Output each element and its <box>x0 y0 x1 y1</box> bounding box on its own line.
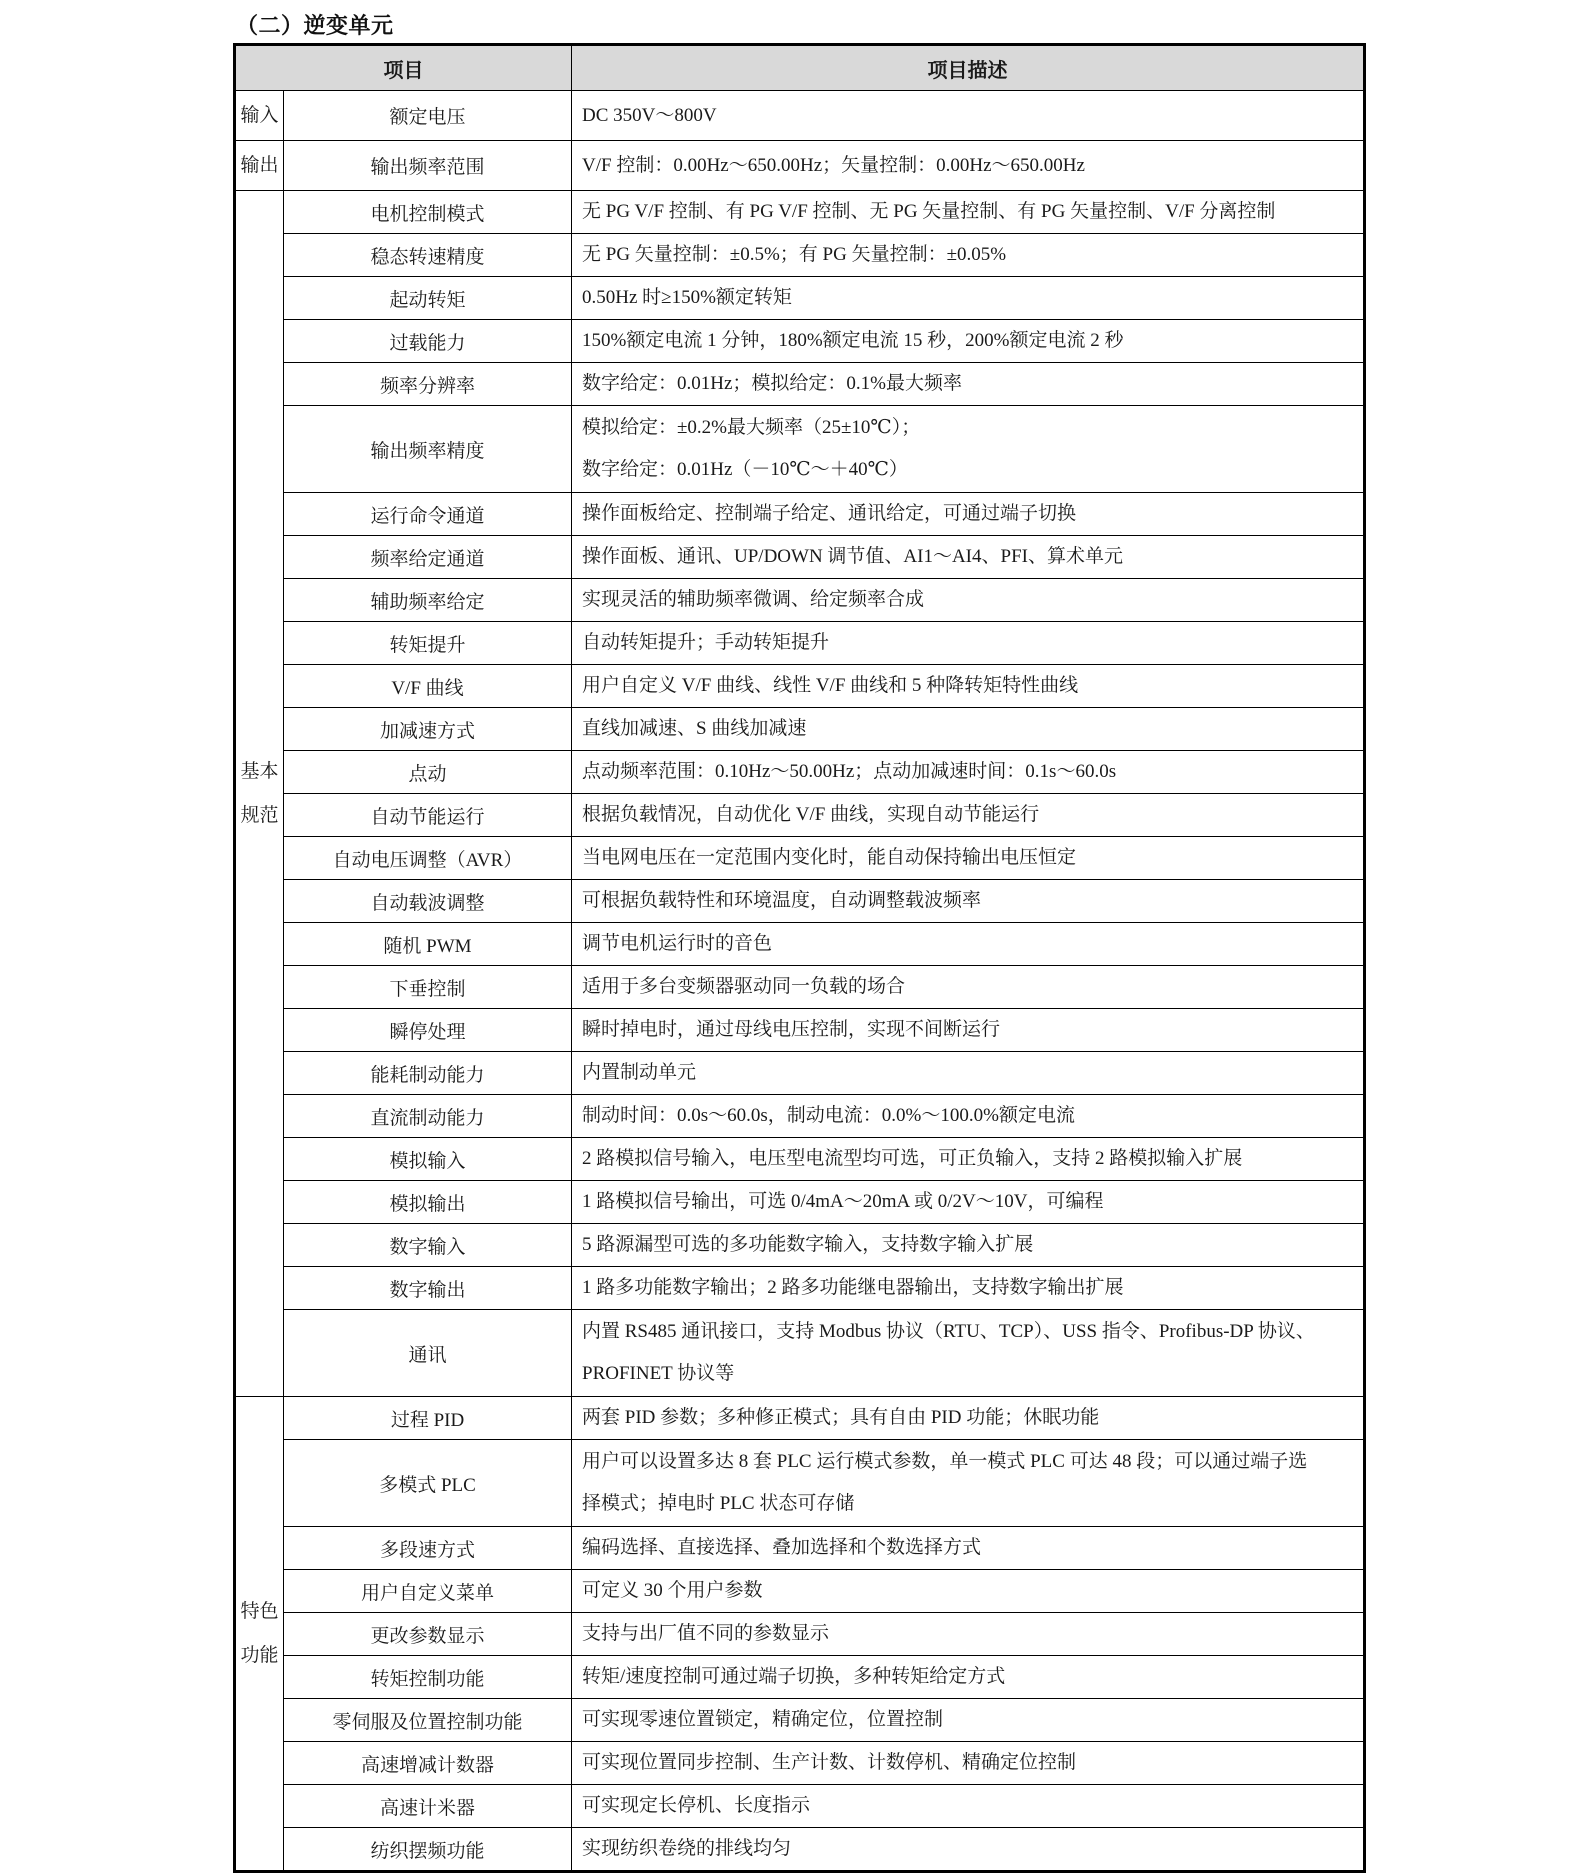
table-row <box>235 1181 1365 1224</box>
table-row <box>235 1310 1365 1397</box>
desc-line: DC 350V～800V <box>582 104 717 126</box>
desc-cell <box>572 1742 1365 1785</box>
desc-cell <box>572 1656 1365 1699</box>
item-cell: 多模式 PLC <box>284 1440 572 1527</box>
item-cell: 加减速方式 <box>284 708 572 751</box>
desc-cell <box>572 277 1365 320</box>
item-cell: 模拟输入 <box>284 1138 572 1181</box>
item-cell: V/F 曲线 <box>284 665 572 708</box>
item-cell: 零伺服及位置控制功能 <box>284 1699 572 1742</box>
group-cell <box>235 91 284 141</box>
desc-line: 调节电机运行时的音色 <box>582 933 773 954</box>
desc-cell <box>572 1009 1365 1052</box>
table-row <box>235 1527 1365 1570</box>
item-cell: 起动转矩 <box>284 277 572 320</box>
desc-cell <box>572 1052 1365 1095</box>
desc-cell <box>572 91 1365 141</box>
table-row <box>235 1224 1365 1267</box>
desc-line: 1 路多功能数字输出；2 路多功能继电器输出，支持数字输出扩展 <box>582 1277 1124 1298</box>
item-cell: 下垂控制 <box>284 966 572 1009</box>
item-cell: 直流制动能力 <box>284 1095 572 1138</box>
desc-cell <box>572 1440 1365 1527</box>
desc-cell <box>572 1570 1365 1613</box>
table-body <box>235 91 1365 1872</box>
desc-line: 无 PG V/F 控制、有 PG V/F 控制、无 PG 矢量控制、有 PG 矢量控制、V/F 分离控制 <box>582 201 1276 222</box>
desc-cell <box>572 966 1365 1009</box>
desc-cell <box>572 579 1365 622</box>
table-row <box>235 1095 1365 1138</box>
desc-line: 用户自定义 V/F 曲线、线性 V/F 曲线和 5 种降转矩特性曲线 <box>582 675 1079 696</box>
desc-cell <box>572 493 1365 536</box>
desc-line: 可定义 30 个用户参数 <box>582 1580 763 1601</box>
header-row <box>235 45 1365 91</box>
item-cell: 辅助频率给定 <box>284 579 572 622</box>
item-cell: 频率给定通道 <box>284 536 572 579</box>
desc-line: 瞬时掉电时，通过母线电压控制，实现不间断运行 <box>582 1019 1001 1040</box>
table-row <box>235 1267 1365 1310</box>
desc-cell <box>572 363 1365 406</box>
desc-line: 数字给定：0.01Hz（－10℃～＋40℃） <box>582 459 908 480</box>
desc-cell <box>572 1138 1365 1181</box>
desc-cell <box>572 1699 1365 1742</box>
table-row <box>235 191 1365 234</box>
desc-line: 根据负载情况，自动优化 V/F 曲线，实现自动节能运行 <box>582 804 1040 825</box>
table-row <box>235 665 1365 708</box>
desc-line: 无 PG 矢量控制：±0.5%；有 PG 矢量控制：±0.05% <box>582 244 1007 265</box>
table-row <box>235 1699 1365 1742</box>
item-cell: 自动节能运行 <box>284 794 572 837</box>
desc-cell <box>572 923 1365 966</box>
item-cell: 点动 <box>284 751 572 794</box>
desc-cell <box>572 1785 1365 1828</box>
item-cell: 自动载波调整 <box>284 880 572 923</box>
desc-line: 操作面板、通讯、UP/DOWN 调节值、AI1～AI4、PFI、算术单元 <box>582 546 1123 567</box>
desc-cell <box>572 751 1365 794</box>
item-cell: 通讯 <box>284 1310 572 1397</box>
item-cell: 转矩控制功能 <box>284 1656 572 1699</box>
desc-line: 实现灵活的辅助频率微调、给定频率合成 <box>582 589 925 610</box>
desc-line: 实现纺织卷绕的排线均匀 <box>582 1838 792 1859</box>
header-cell-item: 项目 <box>235 45 572 91</box>
desc-line: 适用于多台变频器驱动同一负载的场合 <box>582 976 906 997</box>
desc-line: 可实现位置同步控制、生产计数、计数停机、精确定位控制 <box>582 1752 1077 1773</box>
item-cell: 额定电压 <box>284 91 572 141</box>
desc-cell <box>572 1267 1365 1310</box>
desc-cell <box>572 622 1365 665</box>
table-row <box>235 363 1365 406</box>
table-row <box>235 1742 1365 1785</box>
desc-line: 两套 PID 参数；多种修正模式；具有自由 PID 功能；休眠功能 <box>582 1407 1100 1428</box>
table-row <box>235 751 1365 794</box>
item-cell: 瞬停处理 <box>284 1009 572 1052</box>
desc-cell <box>572 1224 1365 1267</box>
item-cell: 用户自定义菜单 <box>284 1570 572 1613</box>
item-cell: 更改参数显示 <box>284 1613 572 1656</box>
item-cell: 数字输出 <box>284 1267 572 1310</box>
table-row <box>235 1052 1365 1095</box>
group-cell <box>235 141 284 191</box>
desc-cell <box>572 1397 1365 1440</box>
desc-cell <box>572 794 1365 837</box>
desc-line: 择模式；掉电时 PLC 状态可存储 <box>582 1493 855 1514</box>
item-cell: 稳态转速精度 <box>284 234 572 277</box>
desc-cell <box>572 1310 1365 1397</box>
desc-line: PROFINET 协议等 <box>582 1363 735 1384</box>
table-row <box>235 91 1365 141</box>
desc-line: 点动频率范围：0.10Hz～50.00Hz；点动加减速时间：0.1s～60.0s <box>582 761 1117 782</box>
desc-line: 内置 RS485 通讯接口，支持 Modbus 协议（RTU、TCP）、USS 指令、Profibus-DP 协议、 <box>582 1321 1315 1342</box>
table-row <box>235 1440 1365 1527</box>
table-row <box>235 794 1365 837</box>
desc-cell <box>572 708 1365 751</box>
table-row <box>235 579 1365 622</box>
desc-line: 当电网电压在一定范围内变化时，能自动保持输出电压恒定 <box>582 847 1077 868</box>
desc-cell <box>572 1095 1365 1138</box>
table-row <box>235 1570 1365 1613</box>
group-label: 基本 <box>240 760 279 782</box>
item-cell: 数字输入 <box>284 1224 572 1267</box>
table-row <box>235 1613 1365 1656</box>
section-title: （二）逆变单元 <box>236 13 394 38</box>
table-row <box>235 1828 1365 1872</box>
table-row <box>235 234 1365 277</box>
table-row <box>235 622 1365 665</box>
header-cell-desc: 项目描述 <box>572 45 1365 91</box>
desc-line: 可实现零速位置锁定，精确定位，位置控制 <box>582 1709 944 1730</box>
group-label: 输入 <box>240 104 279 126</box>
table-row <box>235 536 1365 579</box>
table-row <box>235 1397 1365 1440</box>
desc-line: 可实现定长停机、长度指示 <box>582 1795 811 1816</box>
group-label: 规范 <box>240 804 279 826</box>
item-cell: 输出频率范围 <box>284 141 572 191</box>
table-row <box>235 320 1365 363</box>
desc-cell <box>572 880 1365 923</box>
desc-cell <box>572 1613 1365 1656</box>
desc-line: 直线加减速、S 曲线加减速 <box>582 718 807 739</box>
desc-cell <box>572 320 1365 363</box>
desc-line: 数字给定：0.01Hz；模拟给定：0.1%最大频率 <box>582 373 962 394</box>
table-head <box>235 45 1365 91</box>
desc-cell <box>572 406 1365 493</box>
item-cell: 高速计米器 <box>284 1785 572 1828</box>
table-row <box>235 1656 1365 1699</box>
group-cell <box>235 1397 284 1872</box>
item-cell: 转矩提升 <box>284 622 572 665</box>
desc-line: 150%额定电流 1 分钟，180%额定电流 15 秒，200%额定电流 2 秒 <box>582 330 1124 351</box>
table-row <box>235 1009 1365 1052</box>
table-row <box>235 837 1365 880</box>
item-cell: 高速增减计数器 <box>284 1742 572 1785</box>
item-cell: 纺织摆频功能 <box>284 1828 572 1872</box>
desc-cell <box>572 191 1365 234</box>
table-row <box>235 708 1365 751</box>
item-cell: 频率分辨率 <box>284 363 572 406</box>
desc-line: 制动时间：0.0s～60.0s，制动电流：0.0%～100.0%额定电流 <box>582 1105 1075 1126</box>
table-row <box>235 406 1365 493</box>
spec-table <box>233 43 1366 1873</box>
group-label: 输出 <box>240 154 279 176</box>
item-cell: 自动电压调整（AVR） <box>284 837 572 880</box>
desc-line: 0.50Hz 时≥150%额定转矩 <box>582 287 792 308</box>
group-label: 特色 <box>240 1600 279 1622</box>
table-row <box>235 1138 1365 1181</box>
item-cell: 过程 PID <box>284 1397 572 1440</box>
desc-line: 转矩/速度控制可通过端子切换，多种转矩给定方式 <box>582 1666 1006 1687</box>
desc-line: 模拟给定：±0.2%最大频率（25±10℃）； <box>582 417 921 438</box>
table-row <box>235 1785 1365 1828</box>
table-row <box>235 277 1365 320</box>
desc-line: 操作面板给定、控制端子给定、通讯给定，可通过端子切换 <box>582 503 1077 524</box>
desc-cell <box>572 141 1365 191</box>
item-cell: 电机控制模式 <box>284 191 572 234</box>
desc-line: V/F 控制：0.00Hz～650.00Hz；矢量控制：0.00Hz～650.00Hz <box>582 154 1085 176</box>
item-cell: 输出频率精度 <box>284 406 572 493</box>
desc-cell <box>572 536 1365 579</box>
item-cell: 多段速方式 <box>284 1527 572 1570</box>
group-cell <box>235 191 284 1397</box>
desc-cell <box>572 1828 1365 1872</box>
desc-cell <box>572 1181 1365 1224</box>
desc-cell <box>572 837 1365 880</box>
table-row <box>235 141 1365 191</box>
desc-line: 2 路模拟信号输入，电压型电流型均可选，可正负输入，支持 2 路模拟输入扩展 <box>582 1148 1243 1169</box>
desc-line: 自动转矩提升；手动转矩提升 <box>582 632 830 653</box>
desc-line: 内置制动单元 <box>582 1062 697 1083</box>
item-cell: 过载能力 <box>284 320 572 363</box>
desc-line: 用户可以设置多达 8 套 PLC 运行模式参数，单一模式 PLC 可达 48 段；可以通过端子选 <box>582 1451 1308 1472</box>
table-row <box>235 493 1365 536</box>
desc-cell <box>572 234 1365 277</box>
desc-line: 5 路源漏型可选的多功能数字输入，支持数字输入扩展 <box>582 1234 1034 1255</box>
item-cell: 能耗制动能力 <box>284 1052 572 1095</box>
table-row <box>235 923 1365 966</box>
desc-line: 1 路模拟信号输出，可选 0/4mA～20mA 或 0/2V～10V，可编程 <box>582 1191 1104 1212</box>
desc-line: 支持与出厂值不同的参数显示 <box>582 1623 830 1644</box>
table-row <box>235 880 1365 923</box>
desc-line: 可根据负载特性和环境温度，自动调整载波频率 <box>582 890 982 911</box>
item-cell: 模拟输出 <box>284 1181 572 1224</box>
desc-cell <box>572 1527 1365 1570</box>
desc-cell <box>572 665 1365 708</box>
desc-line: 编码选择、直接选择、叠加选择和个数选择方式 <box>582 1537 982 1558</box>
item-cell: 运行命令通道 <box>284 493 572 536</box>
table-row <box>235 966 1365 1009</box>
item-cell: 随机 PWM <box>284 923 572 966</box>
group-label: 功能 <box>240 1644 279 1666</box>
